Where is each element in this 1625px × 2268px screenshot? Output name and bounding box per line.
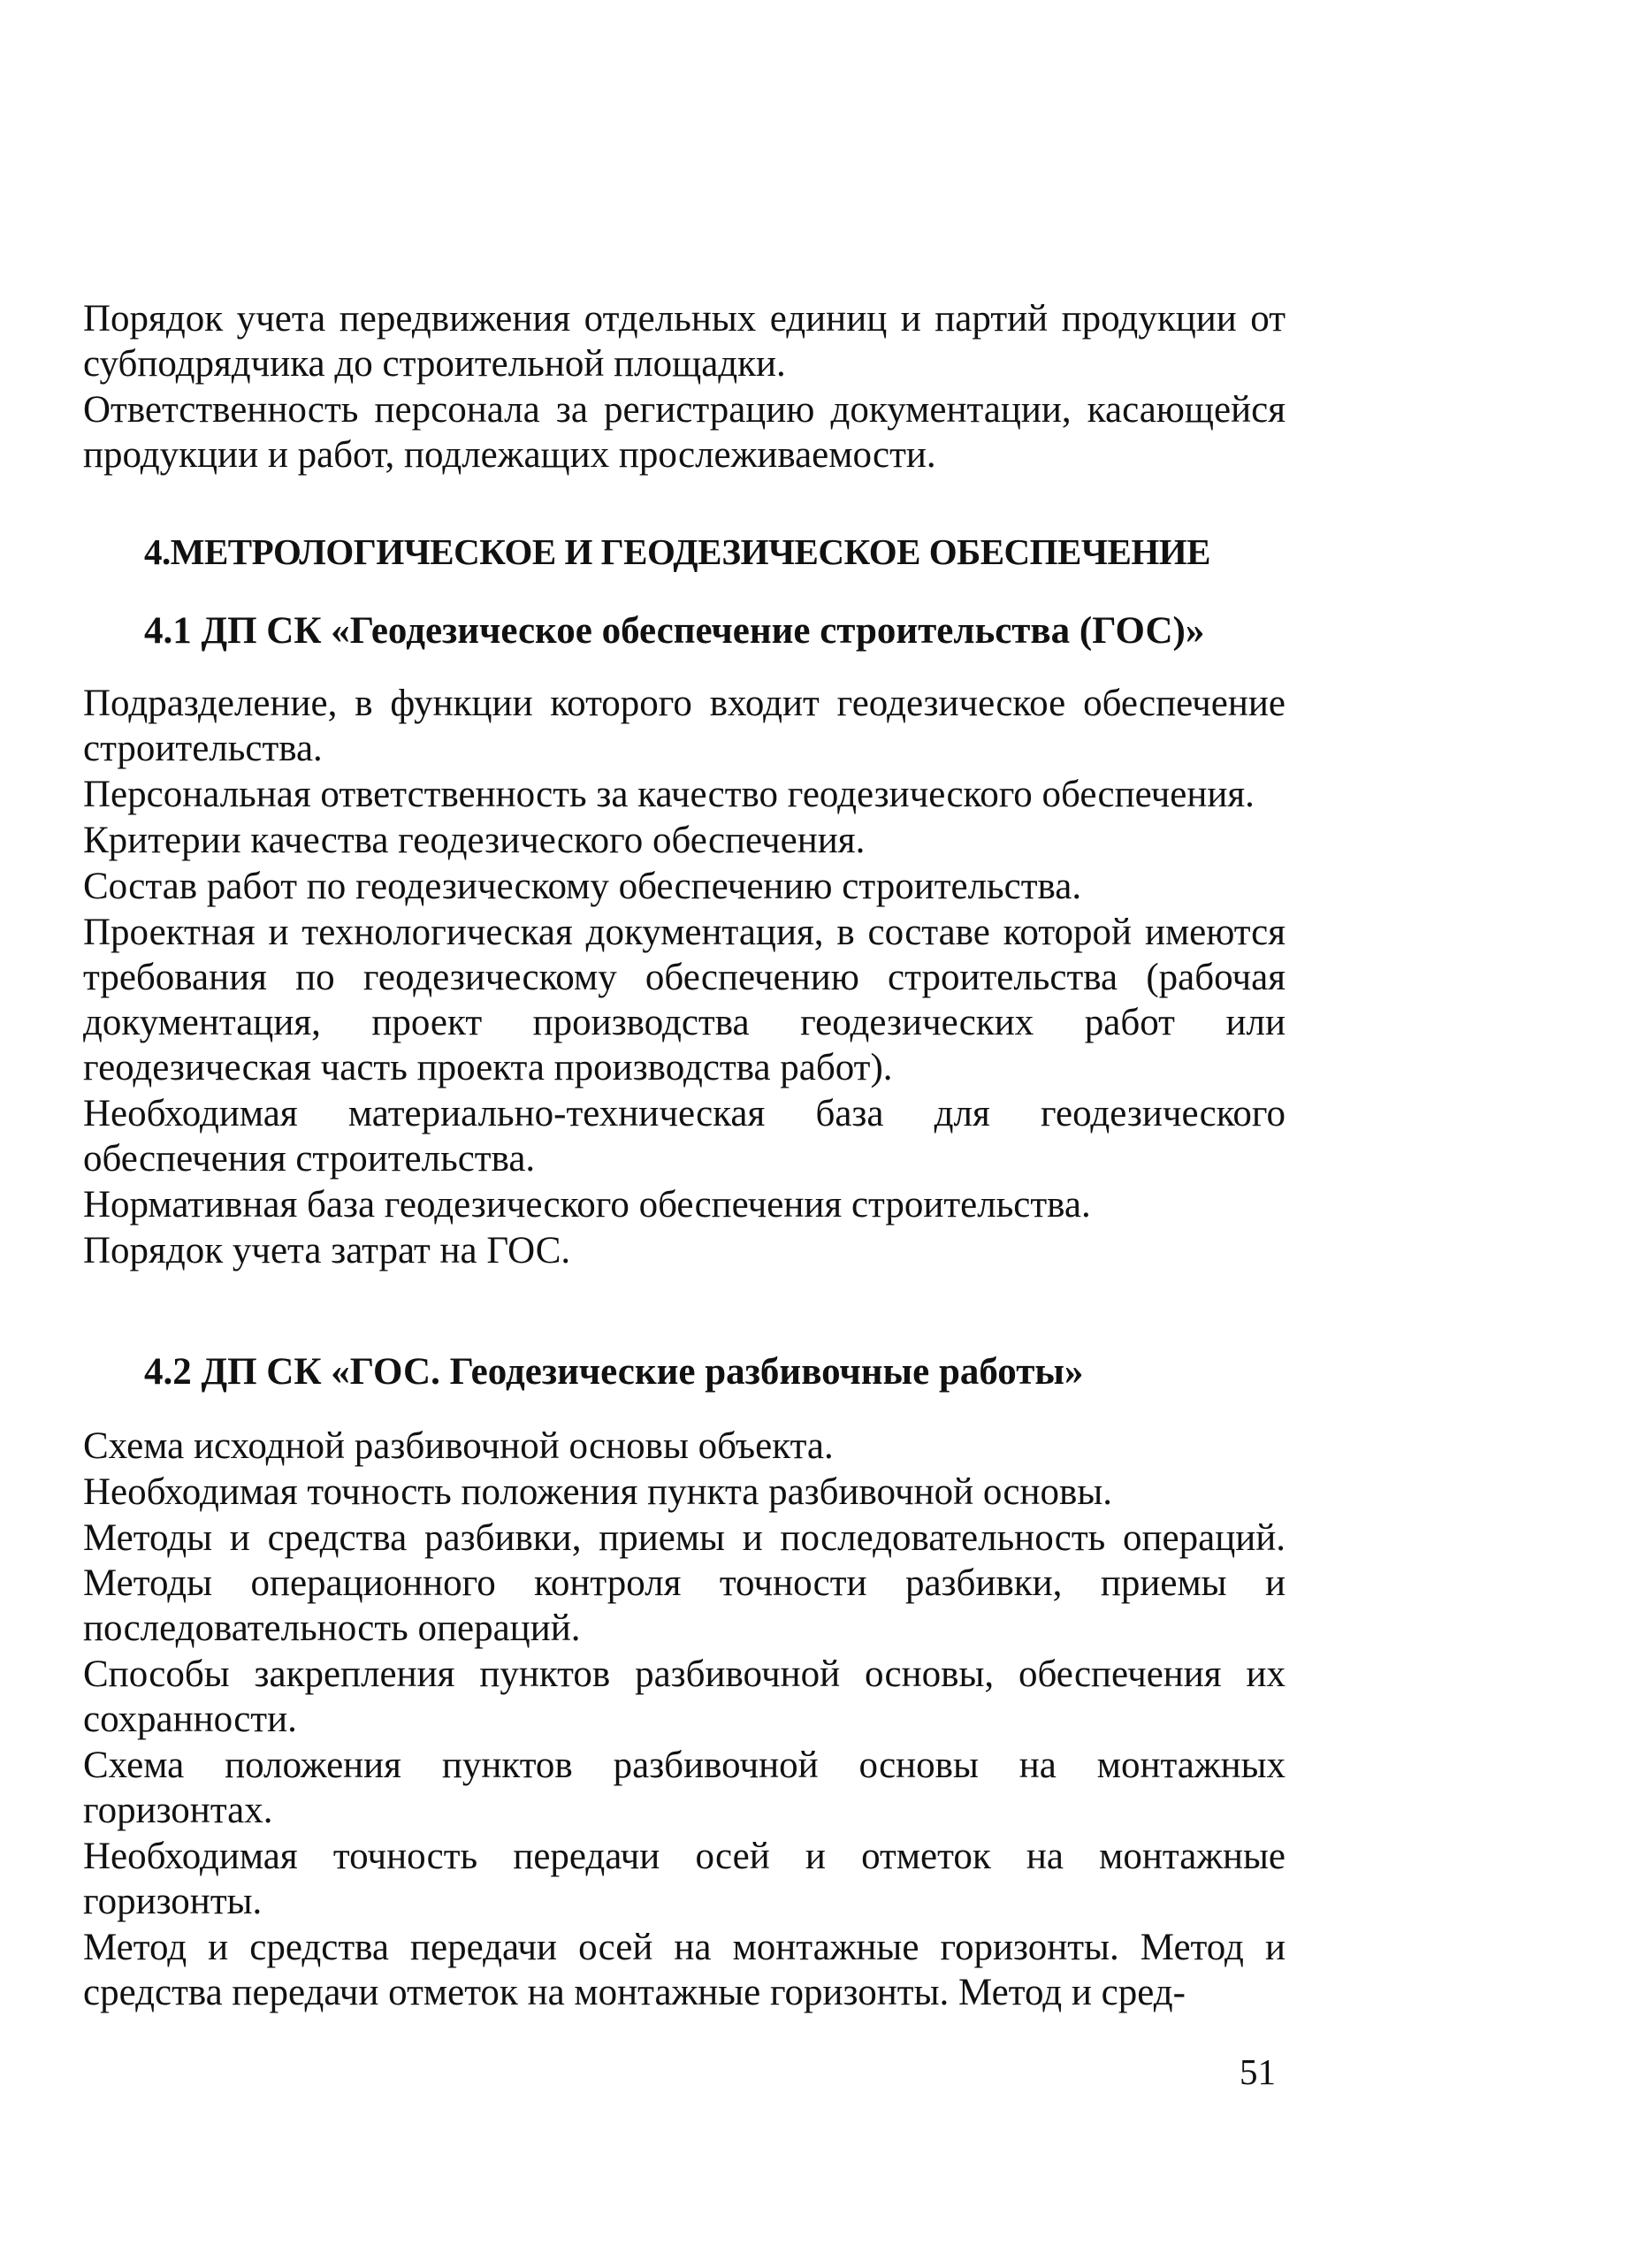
section-4-1-heading: 4.1 ДП СК «Геодезическое обеспечение строительства (ГОС)» [144,610,1205,652]
section-4-1-paragraph: Порядок учета затрат на ГОС. [83,1230,571,1271]
section-4-2-paragraph: Схема положения пунктов разбивочной основы на монтажных горизонтах. [83,1745,1286,1831]
intro-block [83,296,1286,478]
section-4-1-body [83,681,1286,1274]
section-4-1-paragraph: Подразделение, в функции которого входит геодезическое обеспечение строительства. [83,683,1286,769]
section-4-2-paragraph: Необходимая точность положения пункта разбивочной основы. [83,1471,1112,1513]
section-4-1-paragraph: Необходимая материально-техническая база для геодезического обеспечения строительства. [83,1093,1286,1180]
intro-paragraph-1: Порядок учета передвижения отдельных единиц и партий продукции от субподрядчика до строительной площадки. [83,298,1286,385]
section-4-1-paragraph: Критерии качества геодезического обеспечения. [83,820,866,861]
section-4-2-paragraph: Схема исходной разбивочной основы объекта. [83,1425,834,1467]
page-number: 51 [1240,2051,1276,2092]
section-4-1-paragraph: Нормативная база геодезического обеспечения строительства. [83,1184,1091,1226]
section-4-2-body [83,1424,1286,2016]
section-4-2-paragraph: Метод и средства передачи осей на монтажные горизонты. Метод и средства передачи отметок на монтажные горизонты. Метод и сред- [83,1927,1286,2013]
section-4-2-paragraph: Методы и средства разбивки, приемы и последовательность операций. Методы операционного контроля точности разбивки, приемы и последовательность операций. [83,1517,1286,1649]
section-4-1-paragraph: Состав работ по геодезическому обеспечению строительства. [83,866,1082,907]
section-4-1-paragraph: Персональная ответственность за качество геодезического обеспечения. [83,774,1255,815]
section-4-1-paragraph: Проектная и технологическая документация, в составе которой имеются требования по геодезическому обеспечению строительства (рабочая документация, проект производства геодезических работ или геодезическая часть проекта производства работ). [83,912,1286,1088]
section-4-2-heading: 4.2 ДП СК «ГОС. Геодезические разбивочные работы» [144,1351,1084,1393]
section-4-heading: 4.МЕТРОЛОГИЧЕСКОЕ И ГЕОДЕЗИЧЕСКОЕ ОБЕСПЕЧЕНИЕ [144,531,1210,572]
section-4-2-paragraph: Способы закрепления пунктов разбивочной основы, обеспечения их сохранности. [83,1653,1286,1740]
intro-paragraph-2: Ответственность персонала за регистрацию документации, касающейся продукции и работ, подлежащих прослеживаемости. [83,389,1286,476]
section-4-2-paragraph: Необходимая точность передачи осей и отметок на монтажные горизонты. [83,1836,1286,1922]
